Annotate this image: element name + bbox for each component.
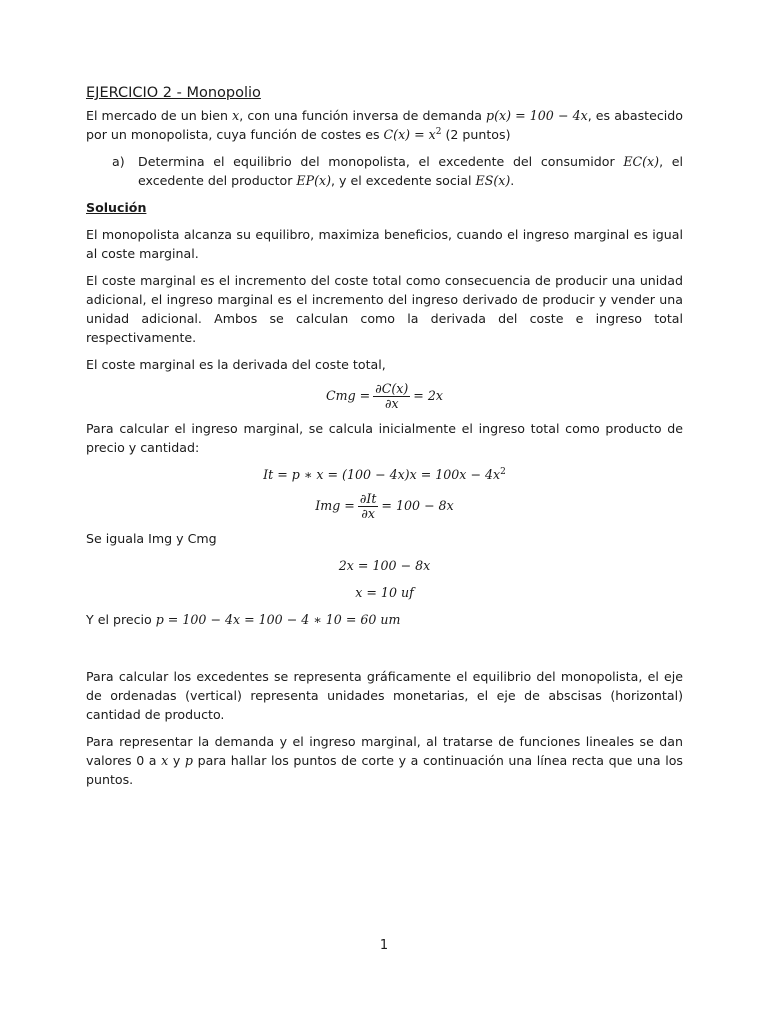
paragraph-equilibrium: El monopolista alcanza su equilibro, maximiza beneficios, cuando el ingreso marginal es igual al coste marginal.	[86, 227, 683, 261]
exercise-title: EJERCICIO 2 - Monopolio	[86, 85, 261, 101]
page-number: 1	[379, 938, 389, 953]
equation-quantity: x = 10 uf	[355, 585, 414, 600]
solution-heading: Solución	[86, 200, 147, 215]
list-item-text: Determina el equilibrio del monopolista, el excedente del consumidor EC(x), el excedente del productor EP(x), y el excedente social ES(x).	[138, 154, 683, 188]
paragraph-linear-functions: Para representar la demanda y el ingreso marginal, al tratarse de funciones lineales se dan valores 0 a x y p para hallar los puntos de corte y a continuación una línea recta que una los puntos.	[86, 734, 683, 787]
paragraph-total-revenue: Para calcular el ingreso marginal, se calcula inicialmente el ingreso total como producto de precio y cantidad:	[86, 421, 683, 455]
document-page	[86, 84, 683, 797]
paragraph-price: Y el precio p = 100 − 4x = 100 − 4 ∗ 10 = 60 um	[86, 612, 401, 627]
var-x: x	[232, 108, 240, 123]
intro-paragraph: El mercado de un bien x, con una función inversa de demanda p(x) = 100 − 4x, es abastecido por un monopolista, cuya función de costes es $C(x) = x^2$ (2 puntos)	[86, 108, 683, 142]
equation-it: It = p ∗ $x = (100 - 4x)x = 100x - 4x^2$	[263, 466, 506, 482]
paragraph-marginal-definitions: El coste marginal es el incremento del coste total como consecuencia de producir una unidad adicional, el ingreso marginal es el incremento del ingreso derivado de producir y vender una unidad adicional. Ambos se calculan como la derivada del coste e ingreso total respectivamente.	[86, 273, 683, 345]
equation-equate: 2x = 100 − 8x	[338, 558, 431, 573]
paragraph-marginal-cost: El coste marginal es la derivada del coste total,	[86, 357, 386, 372]
paragraph-surplus-graph: Para calcular los excedentes se representa gráficamente el equilibrio del monopolista, el eje de ordenadas (vertical) representa unidades monetarias, el eje de abscisas (horizontal) cantidad de producto.	[86, 669, 683, 722]
equation-cmg: Cmg = $\frac{\partial C(x)}{\partial x}$ = 2x	[326, 381, 443, 411]
paragraph-equate: Se iguala Img y Cmg	[86, 531, 217, 546]
cost-function: $C(x) = x^2$	[383, 126, 442, 142]
list-item-a	[86, 152, 683, 190]
demand-function: p(x) = 100 − 4x	[486, 108, 588, 123]
list-marker: a)	[112, 154, 125, 169]
equation-img: Img = $\frac{\partial It}{\partial x}$ = 100 − 8x	[315, 491, 454, 521]
